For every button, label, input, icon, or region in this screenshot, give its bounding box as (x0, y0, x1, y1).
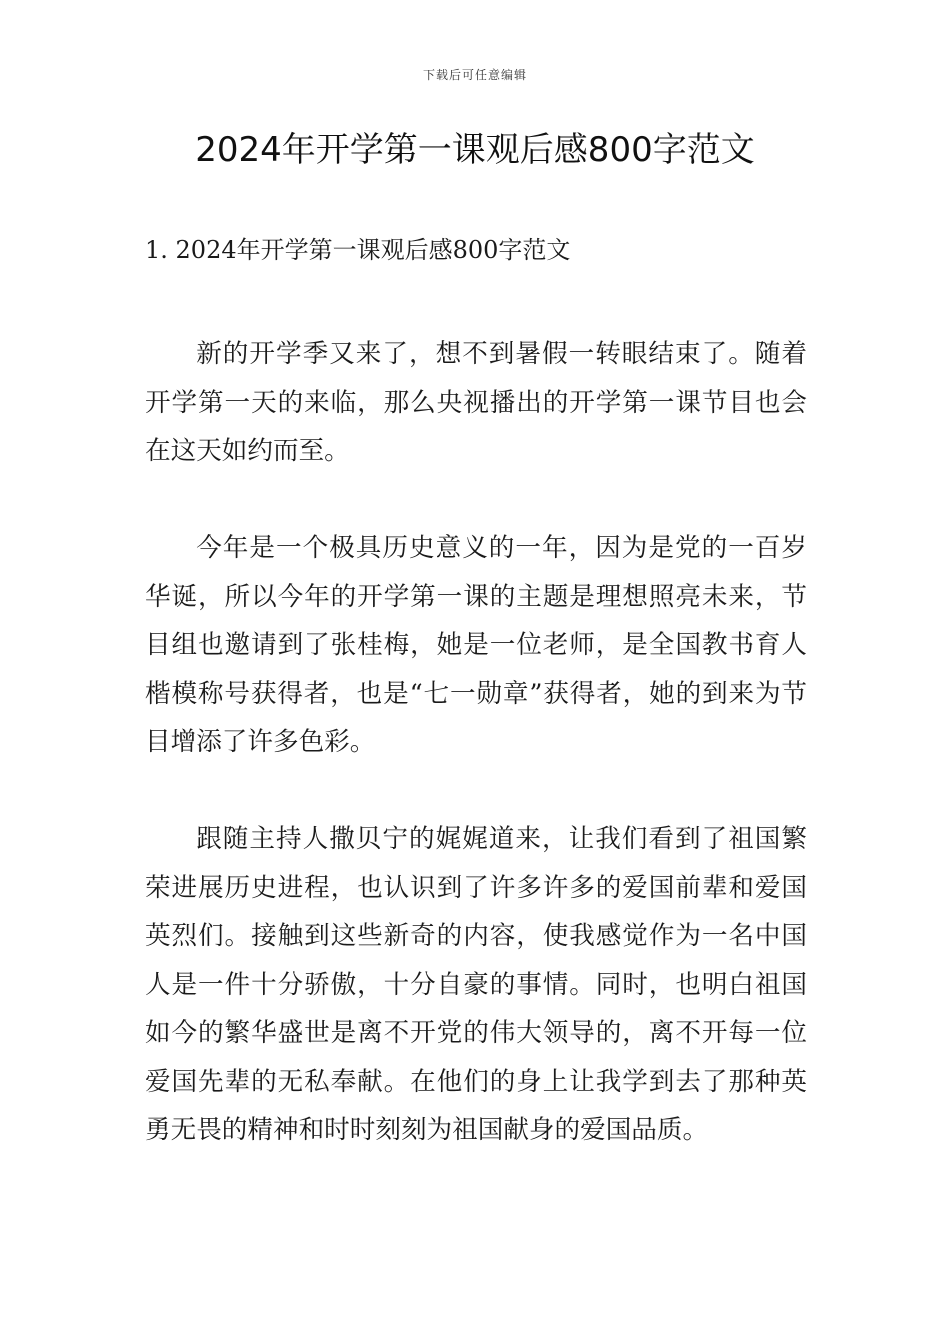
document-body (145, 330, 807, 1203)
paragraph-2: 今年是一个极具历史意义的一年，因为是党的一百岁华诞，所以今年的开学第一课的主题是理想照亮未来，节目组也邀请到了张桂梅，她是一位老师，是全国教书育人楷模称号获得者，也是“七一勋章”获得者，她的到来为节目增添了许多色彩。 (145, 533, 807, 757)
document-title: 2024年开学第一课观后感800字范文 (195, 130, 755, 170)
paragraph-1: 新的开学季又来了，想不到暑假一转眼结束了。随着开学第一天的来临，那么央视播出的开学第一课节目也会在这天如约而至。 (145, 339, 807, 466)
header-note: 下载后可任意编辑 (422, 68, 527, 82)
section-heading: 1. 2024年开学第一课观后感800字范文 (145, 236, 571, 264)
paragraph-3: 跟随主持人撒贝宁的娓娓道来，让我们看到了祖国繁荣进展历史进程，也认识到了许多许多的爱国前辈和爱国英烈们。接触到这些新奇的内容，使我感觉作为一名中国人是一件十分骄傲，十分自豪的事情。同时，也明白祖国如今的繁华盛世是离不开党的伟大领导的，离不开每一位爱国先辈的无私奉献。在他们的身上让我学到去了那种英勇无畏的精神和时时刻刻为祖国献身的爱国品质。 (145, 824, 807, 1145)
